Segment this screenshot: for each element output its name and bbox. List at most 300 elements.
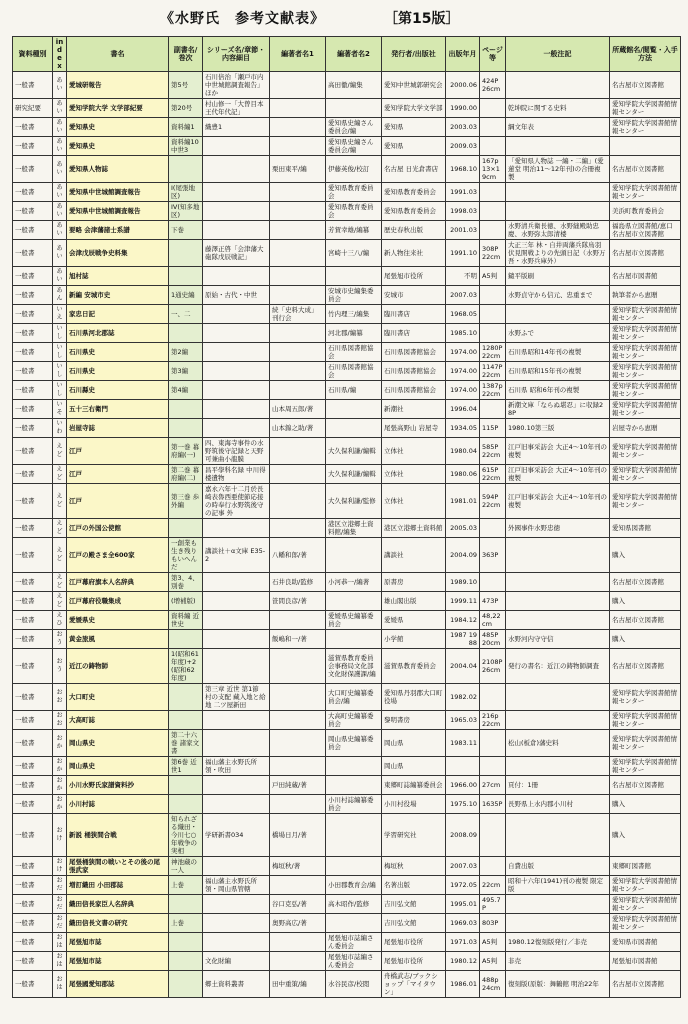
table-cell	[203, 573, 270, 592]
table-cell	[270, 438, 326, 465]
table-cell	[169, 684, 203, 711]
table-cell: 新潮文庫「ならぬ堪忍」に収録28P	[506, 400, 610, 419]
table-cell	[326, 776, 382, 795]
table-cell: 一般書	[13, 343, 53, 362]
table-cell: おお	[53, 711, 67, 730]
table-cell: 大久保利謙/編輯	[326, 465, 382, 484]
table-cell: 織田信長文書の研究	[67, 914, 169, 933]
table-cell: 1999.11	[446, 592, 480, 611]
table-cell: 22cm	[480, 876, 506, 895]
table-cell: 「愛知県人物誌 一編・二編」(愛蓮堂 明治11～12年刊)の合冊複製	[506, 156, 610, 183]
table-row	[13, 952, 681, 971]
table-row	[13, 971, 681, 998]
table-cell: 一般書	[13, 484, 53, 519]
table-cell: あい	[53, 267, 67, 286]
column-header: 所蔵館名/閲覧・入手方法	[610, 37, 681, 72]
table-row	[13, 72, 681, 99]
table-cell: 名古屋市立図書館	[610, 611, 681, 630]
column-header: 一般注記	[506, 37, 610, 72]
table-cell: 岡山県史	[67, 730, 169, 757]
table-cell: A5判	[480, 933, 506, 952]
table-cell: 一般書	[13, 400, 53, 419]
table-cell: 2000.06	[446, 72, 480, 99]
table-cell: 一般書	[13, 630, 53, 649]
table-cell: 1980.10第三版	[506, 419, 610, 438]
reference-table	[12, 36, 681, 998]
table-cell: 綱文年表	[506, 118, 610, 137]
table-cell: 1635P	[480, 795, 506, 814]
table-cell: 愛知学院大学図書館情報センター	[610, 381, 681, 400]
table-cell: 一般書	[13, 684, 53, 711]
table-cell: 一、二	[169, 305, 203, 324]
column-header: 発行者/出版社	[382, 37, 446, 72]
table-cell: 615P 22cm	[480, 465, 506, 484]
table-cell: 安城市史編集委員会	[326, 286, 382, 305]
table-cell: 363P	[480, 538, 506, 573]
table-cell: 神池蔵の一人	[169, 857, 203, 876]
table-cell: 1985.10	[446, 324, 480, 343]
table-cell: 第4編	[169, 381, 203, 400]
table-row	[13, 895, 681, 914]
table-cell	[446, 757, 480, 776]
table-cell: 495.7P	[480, 895, 506, 914]
table-cell: 一般書	[13, 72, 53, 99]
table-cell: 港区立港郷土資料館/編集	[326, 519, 382, 538]
table-cell: 文化財編	[203, 952, 270, 971]
table-cell	[203, 895, 270, 914]
table-cell: 愛知県教育委員会	[382, 202, 446, 221]
table-cell: いし	[53, 381, 67, 400]
table-cell: 2001.03	[446, 221, 480, 240]
table-cell: 愛知県史編さん委員会/編	[326, 137, 382, 156]
table-row	[13, 795, 681, 814]
table-cell: 名古屋市立図書館	[610, 240, 681, 267]
table-cell	[270, 711, 326, 730]
table-cell: 愛知県	[382, 118, 446, 137]
table-row	[13, 649, 681, 684]
table-cell: 1982.02	[446, 684, 480, 711]
table-cell: 愛知学院大学図書館情報センター	[610, 183, 681, 202]
table-cell	[203, 305, 270, 324]
table-cell: 購入	[610, 814, 681, 857]
table-row	[13, 118, 681, 137]
table-cell: 一般書	[13, 757, 53, 776]
table-cell: 愛知学院大学図書館情報センター	[610, 876, 681, 895]
table-cell	[480, 857, 506, 876]
table-cell	[203, 183, 270, 202]
table-cell: 一般書	[13, 857, 53, 876]
table-cell	[169, 156, 203, 183]
table-cell	[326, 99, 382, 118]
table-cell: あい	[53, 99, 67, 118]
table-cell: 愛知学院大学図書館情報センター	[610, 684, 681, 711]
table-cell: 八幡和郎/著	[270, 538, 326, 573]
table-cell: 臨川書店	[382, 305, 446, 324]
table-cell: 1966.00	[446, 776, 480, 795]
table-cell: 愛知学院大学図書館情報センター	[610, 362, 681, 381]
table-cell	[169, 952, 203, 971]
table-cell	[203, 933, 270, 952]
table-row	[13, 684, 681, 711]
table-cell: あい	[53, 156, 67, 183]
table-cell: 一般書	[13, 933, 53, 952]
column-header: index	[53, 37, 67, 72]
table-cell: 愛知県市図書館	[610, 933, 681, 952]
table-cell: おお	[53, 684, 67, 711]
table-cell	[480, 730, 506, 757]
table-cell: 原書房	[382, 573, 446, 592]
table-cell: 江戸旧事采訪会 大正4～10年刊の複製	[506, 465, 610, 484]
table-cell	[506, 202, 610, 221]
table-cell	[270, 72, 326, 99]
table-cell: 一般書	[13, 876, 53, 895]
table-cell: 1974.00	[446, 381, 480, 400]
page-title: 《水野氏 参考文献表》	[160, 11, 325, 27]
table-cell: 学研新書034	[203, 814, 270, 857]
table-cell: 一般書	[13, 519, 53, 538]
table-cell: 第3編	[169, 362, 203, 381]
table-cell: 1965.03	[446, 711, 480, 730]
table-cell: 1971.03	[446, 933, 480, 952]
table-cell: 一般書	[13, 914, 53, 933]
table-row	[13, 465, 681, 484]
table-cell	[480, 286, 506, 305]
table-cell: 1983.11	[446, 730, 480, 757]
table-cell: 田中重策/編	[270, 971, 326, 998]
table-cell	[270, 465, 326, 484]
table-cell	[270, 183, 326, 202]
table-cell: 不明	[446, 267, 480, 286]
table-cell: 水野ふで	[506, 324, 610, 343]
table-cell: 488p 24cm	[480, 971, 506, 998]
table-cell	[480, 305, 506, 324]
table-cell	[326, 419, 382, 438]
table-cell: 27cm	[480, 776, 506, 795]
table-cell: 講談社＋α文庫 E35-2	[203, 538, 270, 573]
table-cell: 東郷町図書館	[610, 857, 681, 876]
table-row	[13, 343, 681, 362]
table-cell: 1980.06	[446, 465, 480, 484]
table-cell: 愛知学院大学図書館情報センター	[610, 895, 681, 914]
table-cell: 大口町史	[67, 684, 169, 711]
table-cell: 1974.00	[446, 343, 480, 362]
table-cell: 1969.03	[446, 914, 480, 933]
column-header: 編著者名1	[270, 37, 326, 72]
table-cell	[506, 183, 610, 202]
table-row	[13, 538, 681, 573]
table-cell	[169, 971, 203, 998]
table-cell: A5判	[480, 952, 506, 971]
table-cell	[326, 814, 382, 857]
table-cell	[203, 202, 270, 221]
table-cell: いし	[53, 343, 67, 362]
table-cell: 一般書	[13, 267, 53, 286]
table-cell: 1991.10	[446, 240, 480, 267]
table-cell: 一般書	[13, 118, 53, 137]
table-cell: 橋場日月/著	[270, 814, 326, 857]
table-cell	[203, 343, 270, 362]
table-cell: 大久保利謙/編輯	[326, 438, 382, 465]
table-cell	[506, 914, 610, 933]
table-cell	[270, 240, 326, 267]
table-cell: 石川県昭和15年刊の複製	[506, 362, 610, 381]
table-cell: 竹内理三/編集	[326, 305, 382, 324]
table-cell: 485P 20cm	[480, 630, 506, 649]
table-cell: 第一巻 幕府編(一)	[169, 438, 203, 465]
table-cell: 愛知中世城郭研究会	[382, 72, 446, 99]
table-cell: 一般書	[13, 419, 53, 438]
table-cell: あい	[53, 221, 67, 240]
table-cell	[270, 876, 326, 895]
table-cell: 舟橋武志/ブックショップ「マイタウン」	[382, 971, 446, 998]
table-cell: 岡山県史	[67, 757, 169, 776]
table-cell: 黎明書房	[382, 711, 446, 730]
table-cell: 滋賀県教育委員会	[382, 649, 446, 684]
table-cell: 愛知学院大学 文学部紀要	[67, 99, 169, 118]
table-cell: 岡山県	[382, 757, 446, 776]
table-cell: おだ	[53, 895, 67, 914]
table-cell: おだ	[53, 876, 67, 895]
table-cell: 167p 13×19cm	[480, 156, 506, 183]
table-cell: 愛知県	[382, 137, 446, 156]
table-cell: 四、東海寺事件の水野筑後守記録と天野可兼曲小龍膜	[203, 438, 270, 465]
table-cell	[270, 684, 326, 711]
table-cell	[203, 519, 270, 538]
table-cell: 購入	[610, 795, 681, 814]
table-cell: 愛知県史	[67, 137, 169, 156]
table-cell: 五十三右衛門	[67, 400, 169, 419]
table-cell: 一般書	[13, 202, 53, 221]
table-cell	[203, 324, 270, 343]
table-cell: 1280P 22cm	[480, 343, 506, 362]
table-cell	[480, 757, 506, 776]
table-cell	[506, 72, 610, 99]
table-cell	[506, 538, 610, 573]
table-cell: 大高町誌	[67, 711, 169, 730]
table-cell: 愛知県史	[67, 118, 169, 137]
table-cell: 一般書	[13, 776, 53, 795]
table-cell: 小川村誌編纂委員会	[326, 795, 382, 814]
table-cell: 1934.05	[446, 419, 480, 438]
table-cell: 愛知県図書館	[610, 519, 681, 538]
table-cell: 石川倍治「瀬戸市内中世城館調査報告」ほか	[203, 72, 270, 99]
table-cell: 宮崎十三八/編	[326, 240, 382, 267]
table-cell: 1996.04	[446, 400, 480, 419]
table-row	[13, 757, 681, 776]
table-cell	[326, 757, 382, 776]
table-cell: 昌平學科名録 中川得楼遺物	[203, 465, 270, 484]
table-cell: 第二十六巻 諸家文書	[169, 730, 203, 757]
table-cell: 一般書	[13, 137, 53, 156]
table-cell: 一般書	[13, 711, 53, 730]
table-row	[13, 484, 681, 519]
table-cell	[203, 611, 270, 630]
table-cell: 梅垣秋	[382, 857, 446, 876]
table-cell: 一般書	[13, 305, 53, 324]
table-cell: 江戸	[67, 484, 169, 519]
table-cell: IV(知多地区)	[169, 202, 203, 221]
table-cell: 一般書	[13, 156, 53, 183]
column-header: 書名	[67, 37, 169, 72]
table-cell	[270, 324, 326, 343]
table-cell	[270, 381, 326, 400]
table-cell	[270, 933, 326, 952]
table-cell: 藤澤正啓「会津藩大砲隊戊辰戦記」	[203, 240, 270, 267]
edition-label: ［第15版］	[384, 11, 460, 27]
table-cell: 栗田東平/編	[270, 156, 326, 183]
table-cell	[270, 730, 326, 757]
table-cell: 一般書	[13, 971, 53, 998]
column-header: 出版年月	[446, 37, 480, 72]
table-cell: 愛知県人物誌	[67, 156, 169, 183]
column-header: 編著者名2	[326, 37, 382, 72]
table-cell: 江戸の殿さま全600家	[67, 538, 169, 573]
table-cell: 愛城研報告	[67, 72, 169, 99]
table-cell: 小川村役場	[382, 795, 446, 814]
table-cell: 愛知学院大学図書館情報センター	[610, 400, 681, 419]
table-row	[13, 99, 681, 118]
table-cell: いわ	[53, 419, 67, 438]
table-cell: 一般書	[13, 895, 53, 914]
table-cell	[506, 305, 610, 324]
title-bar	[0, 0, 688, 34]
table-cell: 吉川弘文館	[382, 895, 446, 914]
table-cell: 1974.00	[446, 362, 480, 381]
table-cell: 1981.01	[446, 484, 480, 519]
table-cell: 石井良助/監修	[270, 573, 326, 592]
table-cell: 尾張旭市誌編さん委員会	[326, 952, 382, 971]
table-cell: 第20号	[169, 99, 203, 118]
table-cell: 滋賀県教育委員会事務局文化部文化財保護課/編	[326, 649, 382, 684]
table-row	[13, 156, 681, 183]
table-cell: 立体社	[382, 438, 446, 465]
table-cell: 執筆者から恵贈	[610, 286, 681, 305]
table-cell: おけ	[53, 814, 67, 857]
table-cell: 一般書	[13, 730, 53, 757]
table-cell	[480, 118, 506, 137]
table-cell: 資料編1	[169, 118, 203, 137]
table-cell: あい	[53, 118, 67, 137]
table-cell: 愛知県史編さん委員会/編	[326, 118, 382, 137]
table-cell: 1968.10	[446, 156, 480, 183]
table-cell: 愛媛県	[382, 611, 446, 630]
table-row	[13, 305, 681, 324]
table-cell: 愛媛県史編纂委員会	[326, 611, 382, 630]
table-cell: 一般書	[13, 465, 53, 484]
table-cell: 424P 26cm	[480, 72, 506, 99]
table-row	[13, 324, 681, 343]
table-cell: 水谷民彦/校閲	[326, 971, 382, 998]
table-cell: 福山藩主水野氏所領・吹田	[203, 757, 270, 776]
table-cell: 江戸	[67, 438, 169, 465]
table-cell: 第三巻 歩外編	[169, 484, 203, 519]
table-cell: 大久保利謙/監修	[326, 484, 382, 519]
table-cell	[506, 592, 610, 611]
table-cell: おは	[53, 933, 67, 952]
table-cell: 48,22cm	[480, 611, 506, 630]
table-cell: 家忠日記	[67, 305, 169, 324]
table-cell: 1通史編	[169, 286, 203, 305]
table-cell: 石川県図書館協会	[326, 362, 382, 381]
table-cell: 原始・古代・中世	[203, 286, 270, 305]
table-cell: 高木昭作/監修	[326, 895, 382, 914]
table-cell: 安城市	[382, 286, 446, 305]
table-cell: 一般書	[13, 221, 53, 240]
table-cell: 上巻	[169, 876, 203, 895]
table-row	[13, 730, 681, 757]
table-cell: 名著出版	[382, 876, 446, 895]
table-row	[13, 267, 681, 286]
table-cell: 小川水野氏家譜資料抄	[67, 776, 169, 795]
table-row	[13, 630, 681, 649]
table-cell: 水野貞守から信元、忠重まで	[506, 286, 610, 305]
table-cell: 山本周五郎/著	[270, 400, 326, 419]
table-cell: 立体社	[382, 465, 446, 484]
table-row	[13, 914, 681, 933]
table-cell: 愛知学院大学図書館情報センター	[610, 324, 681, 343]
table-cell: 河北郡/編纂	[326, 324, 382, 343]
table-cell: 尾張旭市誌	[67, 952, 169, 971]
table-cell	[480, 814, 506, 857]
table-cell: 1990.00	[446, 99, 480, 118]
table-cell	[506, 573, 610, 592]
table-cell: あい	[53, 137, 67, 156]
table-cell: 2004.04	[446, 649, 480, 684]
table-cell	[203, 267, 270, 286]
table-cell: 2005.03	[446, 519, 480, 538]
table-cell: 一般書	[13, 381, 53, 400]
table-cell: 愛知学院大学図書館情報センター	[610, 118, 681, 137]
table-cell: 江戸	[67, 465, 169, 484]
table-cell: 愛媛県史	[67, 611, 169, 630]
table-cell	[270, 519, 326, 538]
table-cell	[203, 221, 270, 240]
table-cell: 嘉永六年十二月於長崎表魯西亜使節応接の時奉行水野筑後守の記事 外	[203, 484, 270, 519]
table-cell: 雄山閣出版	[382, 592, 446, 611]
table-header-row	[13, 37, 681, 72]
table-cell: 一般書	[13, 952, 53, 971]
table-cell	[169, 776, 203, 795]
table-row	[13, 611, 681, 630]
table-cell	[203, 381, 270, 400]
table-cell: 愛知学院大学図書館情報センター	[610, 99, 681, 118]
table-cell: 大口町史編纂委員会/編	[326, 684, 382, 711]
table-cell	[326, 630, 382, 649]
table-cell: 愛知学院大学文学部	[382, 99, 446, 118]
table-cell	[169, 267, 203, 286]
table-cell: 一般書	[13, 324, 53, 343]
table-cell: 1998.03	[446, 202, 480, 221]
table-cell	[169, 895, 203, 914]
table-cell: おだ	[53, 914, 67, 933]
table-cell: 小学館	[382, 630, 446, 649]
table-cell: えど	[53, 465, 67, 484]
table-cell: 一般書	[13, 649, 53, 684]
table-cell	[506, 711, 610, 730]
table-cell: 一般書	[13, 573, 53, 592]
table-cell	[480, 519, 506, 538]
table-cell: 1989.10	[446, 573, 480, 592]
table-cell: 黄金旅風	[67, 630, 169, 649]
table-cell: 講談社	[382, 538, 446, 573]
table-cell: 下巻	[169, 221, 203, 240]
table-cell: 戸田純蔵/著	[270, 776, 326, 795]
table-cell: 大高町史編纂委員会	[326, 711, 382, 730]
table-cell: おう	[53, 630, 67, 649]
table-cell: 名古屋市立図書館	[610, 573, 681, 592]
column-header: ページ等	[480, 37, 506, 72]
table-cell: 福山藩主水野氏所領・岡山県管轄	[203, 876, 270, 895]
